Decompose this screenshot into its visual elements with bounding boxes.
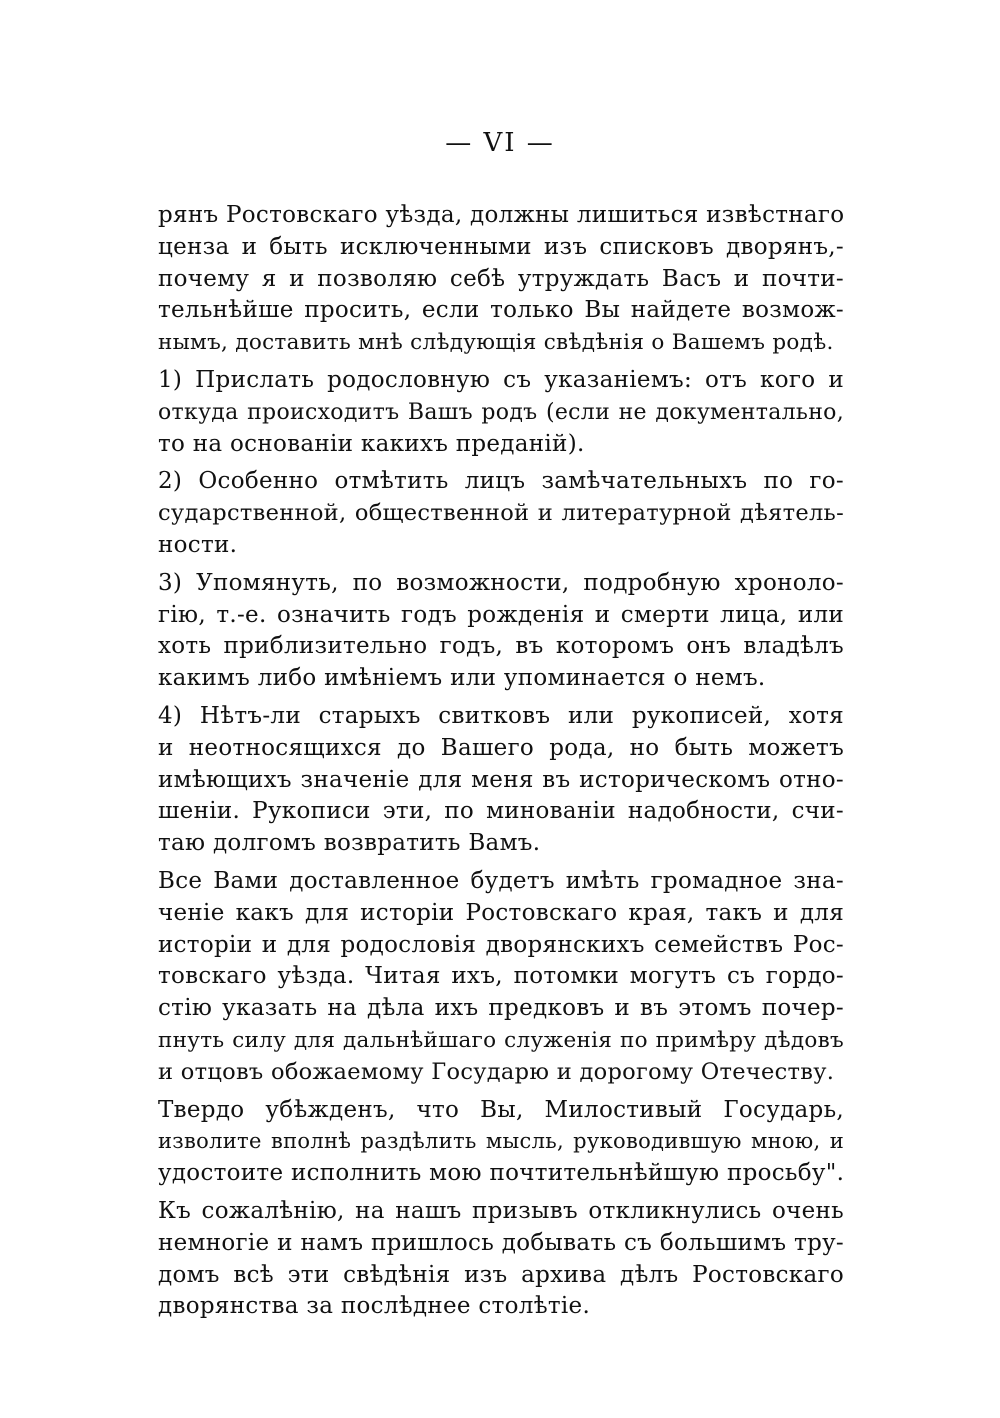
text-line: шеніи. Рукописи эти, по минованіи надобности, счи-	[158, 798, 844, 825]
text-line: Все Вами доставленное будетъ имѣть громадное зна-	[158, 867, 844, 894]
text-line: гію, т.-е. означить годъ рожденія и смерти лица, или	[158, 601, 844, 628]
text-line: удостоите исполнить мою почтительнѣйшую просьбу".	[158, 1160, 845, 1187]
text-line: сударственной, общественной и литературной дѣятель-	[158, 500, 844, 527]
text-line: имѣющихъ значеніе для меня въ историческомъ отно-	[158, 766, 844, 793]
text-line: какимъ либо имѣніемъ или упоминается о немъ.	[158, 665, 766, 692]
text-line: то на основаніи какихъ преданій).	[158, 430, 585, 457]
paragraph-5	[158, 701, 844, 860]
paragraph-3	[158, 466, 844, 561]
page-number: — VI —	[445, 128, 555, 158]
text-line: и отцовъ обожаемому Государю и дорогому Отечеству.	[158, 1058, 835, 1085]
paragraph-4	[158, 568, 844, 695]
text-line: 3) Упомянуть, по возможности, подробную хроноло-	[158, 569, 844, 596]
text-line: ченіе какъ для исторіи Ростовскаго края, такъ и для	[158, 899, 844, 926]
text-line: изволите вполнѣ раздѣлить мысль, руководившую мною, и	[158, 1129, 844, 1154]
paragraph-7	[158, 1095, 844, 1190]
text-line: хоть приблизительно годъ, въ которомъ онъ владѣлъ	[158, 633, 844, 660]
text-line: Твердо убѣжденъ, что Вы, Милостивый Государь,	[158, 1096, 844, 1123]
text-line: товскаго уѣзда. Читая ихъ, потомки могутъ съ гордо-	[158, 963, 844, 990]
text-line: 4) Нѣтъ-ли старыхъ свитковъ или рукописей, хотя	[158, 702, 844, 729]
text-line: нымъ, доставить мнѣ слѣдующія свѣдѣнія о Вашемъ родѣ.	[158, 330, 834, 356]
text-line: дворянства за послѣднее столѣтіе.	[158, 1293, 591, 1320]
paragraph-8	[158, 1196, 844, 1323]
text-line: рянъ Ростовскаго уѣзда, должны лишиться извѣстнаго	[158, 202, 845, 228]
text-line: немногіе и намъ пришлось добывать съ большимъ тру-	[158, 1229, 844, 1256]
text-line: и неотносящихся до Вашего рода, но быть можетъ	[158, 734, 844, 761]
text-line: тельнѣйше просить, если только Вы найдете возмож-	[158, 297, 844, 324]
text-line: таю долгомъ возвратить Вамъ.	[158, 830, 541, 857]
paragraph-1	[158, 200, 844, 359]
body-text	[158, 200, 844, 1323]
text-line: стію указать на дѣла ихъ предковъ и въ этомъ почер-	[158, 995, 844, 1022]
paragraph-2	[158, 365, 844, 460]
text-line: 1) Прислать родословную съ указаніемъ: отъ кого и	[158, 366, 844, 393]
text-line: ценза и быть исключенными изъ списковъ дворянъ,-	[158, 233, 844, 260]
text-line: пнуть силу для дальнѣйшаго служенія по примѣру дѣдовъ	[158, 1027, 844, 1053]
text-line: 2) Особенно отмѣтить лицъ замѣчательныхъ по го-	[158, 468, 844, 495]
paragraph-6	[158, 866, 844, 1089]
text-line: откуда происходитъ Вашъ родъ (если не документально,	[158, 399, 844, 425]
text-line: исторіи и для родословія дворянскихъ семействъ Рос-	[158, 931, 844, 958]
text-line: Къ сожалѣнію, на нашъ призывъ откликнулись очень	[158, 1197, 844, 1224]
text-line: ности.	[158, 531, 238, 558]
text-line: почему я и позволяю себѣ утруждать Васъ и почти-	[158, 265, 844, 292]
text-line: домъ всѣ эти свѣдѣнія изъ архива дѣлъ Ростовскаго	[158, 1261, 844, 1288]
